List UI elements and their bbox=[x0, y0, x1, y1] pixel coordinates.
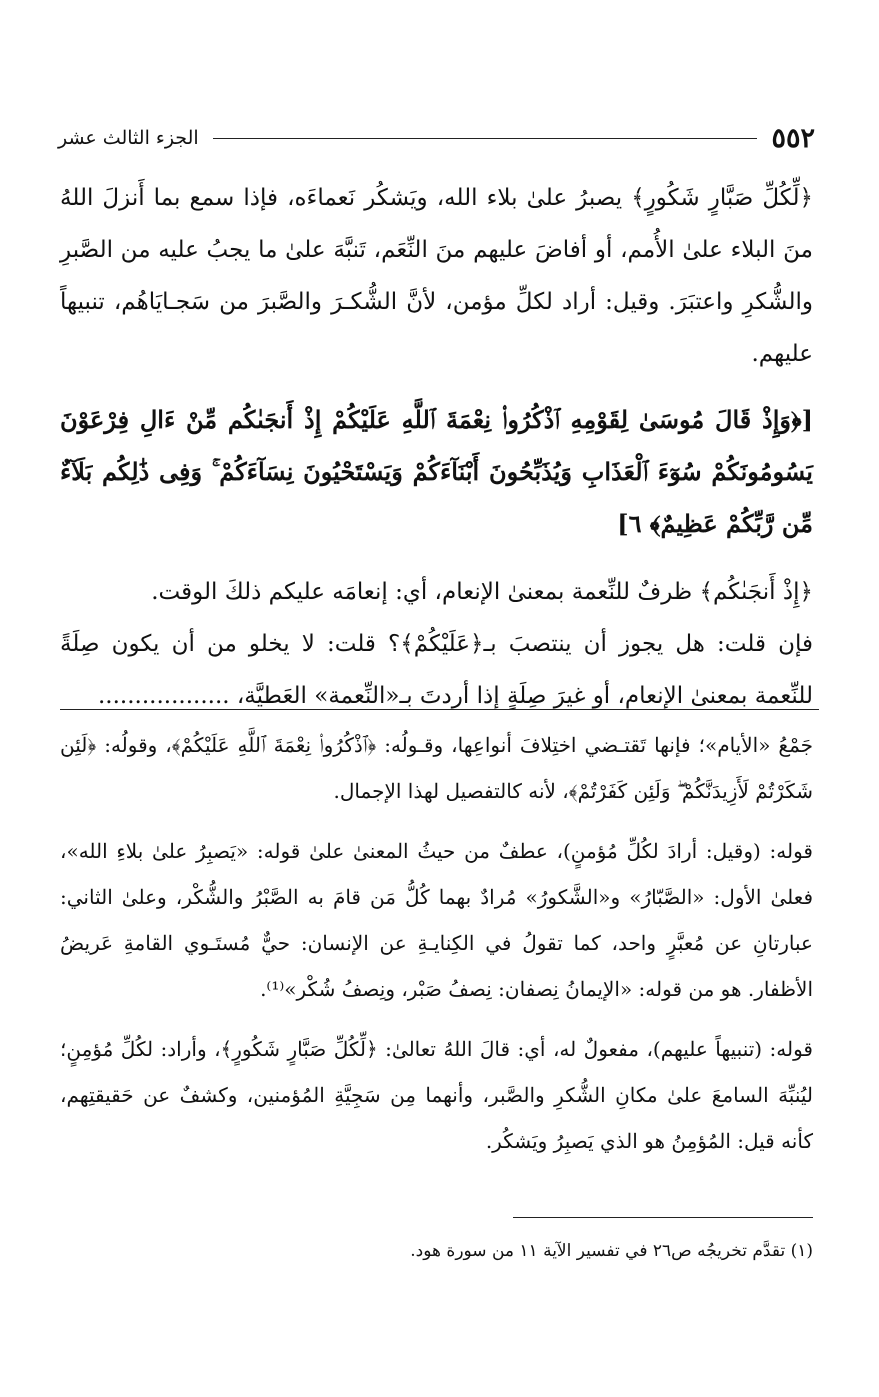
commentary-divider bbox=[60, 709, 819, 710]
page-number: ٥٥٢ bbox=[771, 122, 815, 154]
header-rule bbox=[213, 138, 758, 139]
part-title: الجزء الثالث عشر bbox=[58, 127, 199, 149]
commentary-paragraph-1: جَمْعُ «الأيام»؛ فإنها تَقتـضي اختِلافَ أنواعِها، وقـولُه: ﴿ٱذْكُرُوا۟ نِعْمَةَ ٱللَّهِ عَلَيْكُمْ﴾، وقولُه: ﴿لَئِن شَكَرْتُمْ لَأَزِيدَنَّكُمْ ۖ وَلَئِن كَفَرْتُمْ﴾، لأنه كالتفصيل لهذا الإجمال. bbox=[60, 733, 813, 803]
commentary-paragraph-2: قوله: (وقيل: أرادَ لكُلِّ مُؤمنٍ)، عطفٌ من حيثُ المعنىٰ علىٰ قوله: «يَصبِرُ علىٰ بلاءِ الله»، فعلىٰ الأول: «الصَّبّارُ» و«الشَّكورُ» مُرادٌ بهما كُلُّ مَن قامَ به الصَّبْرُ والشُّكْر، وعلىٰ الثاني: عبارتانِ عن مُعبَّرٍ واحد، كما تقولُ في الكِنايـةِ عن الإنسان: حيٌّ مُستَـوي القامةِ عَريضُ الأظفار. هو من قوله: «الإيمانُ نِصفان: نِصفُ صَبْر، ونِصفُ شُكْر»⁽¹⁾. bbox=[60, 839, 813, 1001]
quran-verse: [﴿وَإِذْ قَالَ مُوسَىٰ لِقَوْمِهِ ٱذْكُرُوا۟ نِعْمَةَ ٱللَّهِ عَلَيْكُمْ إِذْ أَنجَىٰكُم مِّنْ ءَالِ فِرْعَوْنَ يَسُومُونَكُمْ سُوٓءَ ٱلْعَذَابِ وَيُذَبِّحُونَ أَبْنَآءَكُمْ وَيَسْتَحْيُونَ نِسَآءَكُمْ ۚ وَفِى ذَٰلِكُم بَلَآءٌ مِّن رَّبِّكُمْ عَظِيمٌ﴾ ٦] bbox=[60, 405, 813, 538]
commentary-text bbox=[60, 722, 813, 1178]
main-paragraph-1: ﴿لِّكُلِّ صَبَّارٍ شَكُورٍ﴾ يصبرُ علىٰ بلاء الله، ويَشكُر نَعماءَه، فإذا سمع بما أَنزلَ اللهُ منَ البلاء علىٰ الأُمم، أو أفاضَ عليهم منَ النِّعَم، تَنبَّهَ علىٰ ما يجبُ عليه من الصَّبرِ والشُّكرِ واعتبَرَ. وقيل: أراد لكلِّ مؤمن، لأنَّ الشُّكـرَ والصَّبرَ من سَجـايَاهُم، تنبيهاً عليهم. bbox=[60, 185, 813, 367]
footnote: (١) تقدَّم تخريجُه ص٢٦ في تفسير الآية ١١ من سورة هود. bbox=[410, 1241, 813, 1261]
main-paragraph-3: فإن قلت: هل يجوز أن ينتصبَ بـ﴿عَلَيْكُمْ﴾؟ قلت: لا يخلو من أن يكون صِلَةً للنِّعمة بمعنىٰ الإنعام، أو غيرَ صِلَةٍ إذا أردتَ بـ«النِّعمة» العَطيَّة، .................. bbox=[60, 631, 813, 709]
commentary-paragraph-3: قوله: (تنبيهاً عليهم)، مفعولٌ له، أي: قالَ اللهُ تعالىٰ: ﴿لِّكُلِّ صَبَّارٍ شَكُورٍ﴾، وأراد: لكُلِّ مُؤمِنٍ؛ ليُنبِّهَ السامعَ علىٰ مكانِ الشُّكرِ والصَّبر، وأنهما مِن سَجِيَّةِ المُؤمنين، وكشفٌ عن حَقيقتِهم، كأنه قيل: المُؤمِنُ هو الذي يَصبِرُ ويَشكُر. bbox=[60, 1037, 813, 1153]
footnote-divider bbox=[513, 1217, 813, 1218]
page-header bbox=[58, 118, 815, 158]
main-text bbox=[60, 172, 813, 722]
main-paragraph-2: ﴿إِذْ أَنجَىٰكُم﴾ ظرفٌ للنِّعمة بمعنىٰ الإنعام، أي: إنعامَه عليكم ذلكَ الوقت. bbox=[151, 579, 813, 605]
